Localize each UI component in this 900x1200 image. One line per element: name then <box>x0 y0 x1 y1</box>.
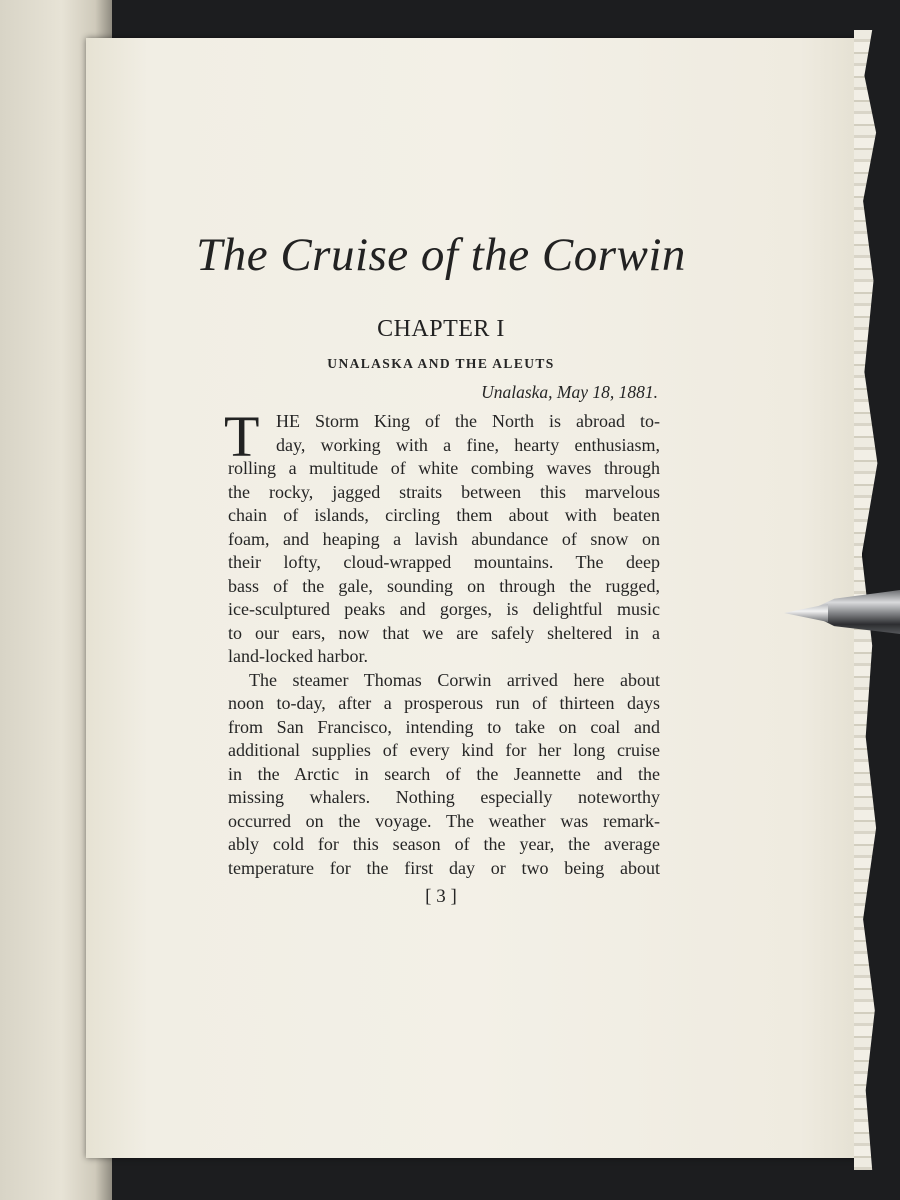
body-text <box>224 404 660 880</box>
text-line: their lofty, cloud-wrapped mountains. The deep <box>228 552 660 572</box>
text-line: The steamer Thomas Corwin arrived here about <box>249 669 660 690</box>
first-paragraph <box>224 404 660 669</box>
chapter-subtitle: UNALASKA AND THE ALEUTS <box>327 356 555 371</box>
second-paragraph <box>228 669 660 881</box>
text-line: land-locked harbor. <box>228 646 368 666</box>
text-line: day, working with a fine, hearty enthusiasm, <box>276 434 660 455</box>
text-line: foam, and heaping a lavish abundance of snow on <box>228 528 660 549</box>
text-line: missing whalers. Nothing especially noteworthy <box>228 787 660 807</box>
text-line: the rocky, jagged straits between this marvelous <box>228 481 660 502</box>
text-line: from San Francisco, intending to take on coal and <box>228 716 660 737</box>
text-line: to our ears, now that we are safely sheltered in a <box>228 622 660 643</box>
text-line: occurred on the voyage. The weather was remark- <box>228 810 660 831</box>
chapter-heading: CHAPTER I <box>377 316 505 342</box>
text-line: additional supplies of every kind for her long cruise <box>228 740 660 760</box>
text-line: bass of the gale, sounding on through the rugged, <box>228 575 660 596</box>
text-line: noon to-day, after a prosperous run of thirteen days <box>228 693 660 713</box>
text-line: temperature for the first day or two being about <box>228 857 660 878</box>
book-title: The Cruise of the Corwin <box>196 229 686 281</box>
text-line: rolling a multitude of white combing waves through <box>228 458 660 478</box>
text-line: chain of islands, circling them about with beaten <box>228 505 660 525</box>
text-line: in the Arctic in search of the Jeannette and the <box>228 763 660 784</box>
page-number: [ 3 ] <box>425 886 457 907</box>
text-line: ably cold for this season of the year, the average <box>228 834 660 854</box>
text-line: HE Storm King of the North is abroad to- <box>276 411 660 431</box>
drop-cap: T <box>224 404 260 469</box>
text-line: ice-sculptured peaks and gorges, is delightful music <box>228 599 660 619</box>
dateline: Unalaska, May 18, 1881. <box>481 382 658 402</box>
